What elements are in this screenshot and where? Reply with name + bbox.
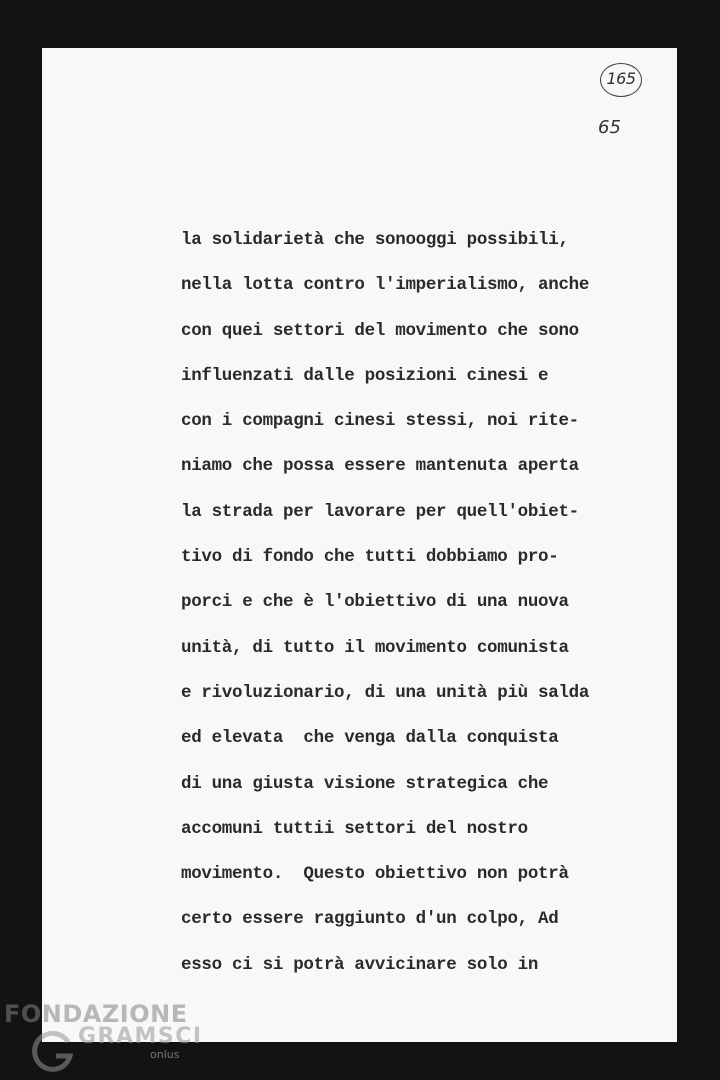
text-line: nella lotta contro l'imperialismo, anche	[181, 275, 590, 296]
text-line: movimento. Questo obiettivo non potrà	[181, 864, 569, 885]
watermark-suffix: onlus	[150, 1048, 180, 1061]
text-line: con quei settori del movimento che sono	[181, 320, 579, 341]
text-line: porci e che è l'obiettivo di una nuova	[181, 592, 569, 613]
typed-text-body	[181, 222, 671, 992]
text-line: esso ci si potrà avvicinare solo in	[181, 954, 539, 975]
text-line: unità, di tutto il movimento comunista	[181, 637, 569, 658]
text-line: certo essere raggiunto d'un colpo, Ad	[181, 909, 559, 930]
text-line: accomuni tuttii settori del nostro	[181, 818, 528, 839]
text-line: la strada per lavorare per quell'obiet-	[181, 501, 579, 522]
text-line: di una giusta visione strategica che	[181, 773, 549, 794]
text-line: con i compagni cinesi stessi, noi rite-	[181, 411, 579, 432]
watermark-subtitle: GRAMSCI	[78, 1024, 203, 1049]
text-line: la solidarietà che sonooggi possibili,	[181, 230, 569, 250]
watermark-title: FONDAZIONE	[4, 1000, 188, 1028]
watermark-g-logo-icon	[30, 1028, 76, 1074]
text-line: influenzati dalle posizioni cinesi e	[181, 365, 549, 386]
text-line: tivo di fondo che tutti dobbiamo pro-	[181, 547, 559, 568]
circled-folio-number: 165	[606, 69, 636, 88]
folio-number: 65	[598, 117, 621, 138]
text-line: ed elevata che venga dalla conquista	[181, 728, 559, 749]
text-line: niamo che possa essere mantenuta aperta	[181, 456, 579, 477]
fondazione-gramsci-watermark	[4, 1000, 204, 1080]
text-line: e rivoluzionario, di una unità più salda	[181, 682, 590, 703]
